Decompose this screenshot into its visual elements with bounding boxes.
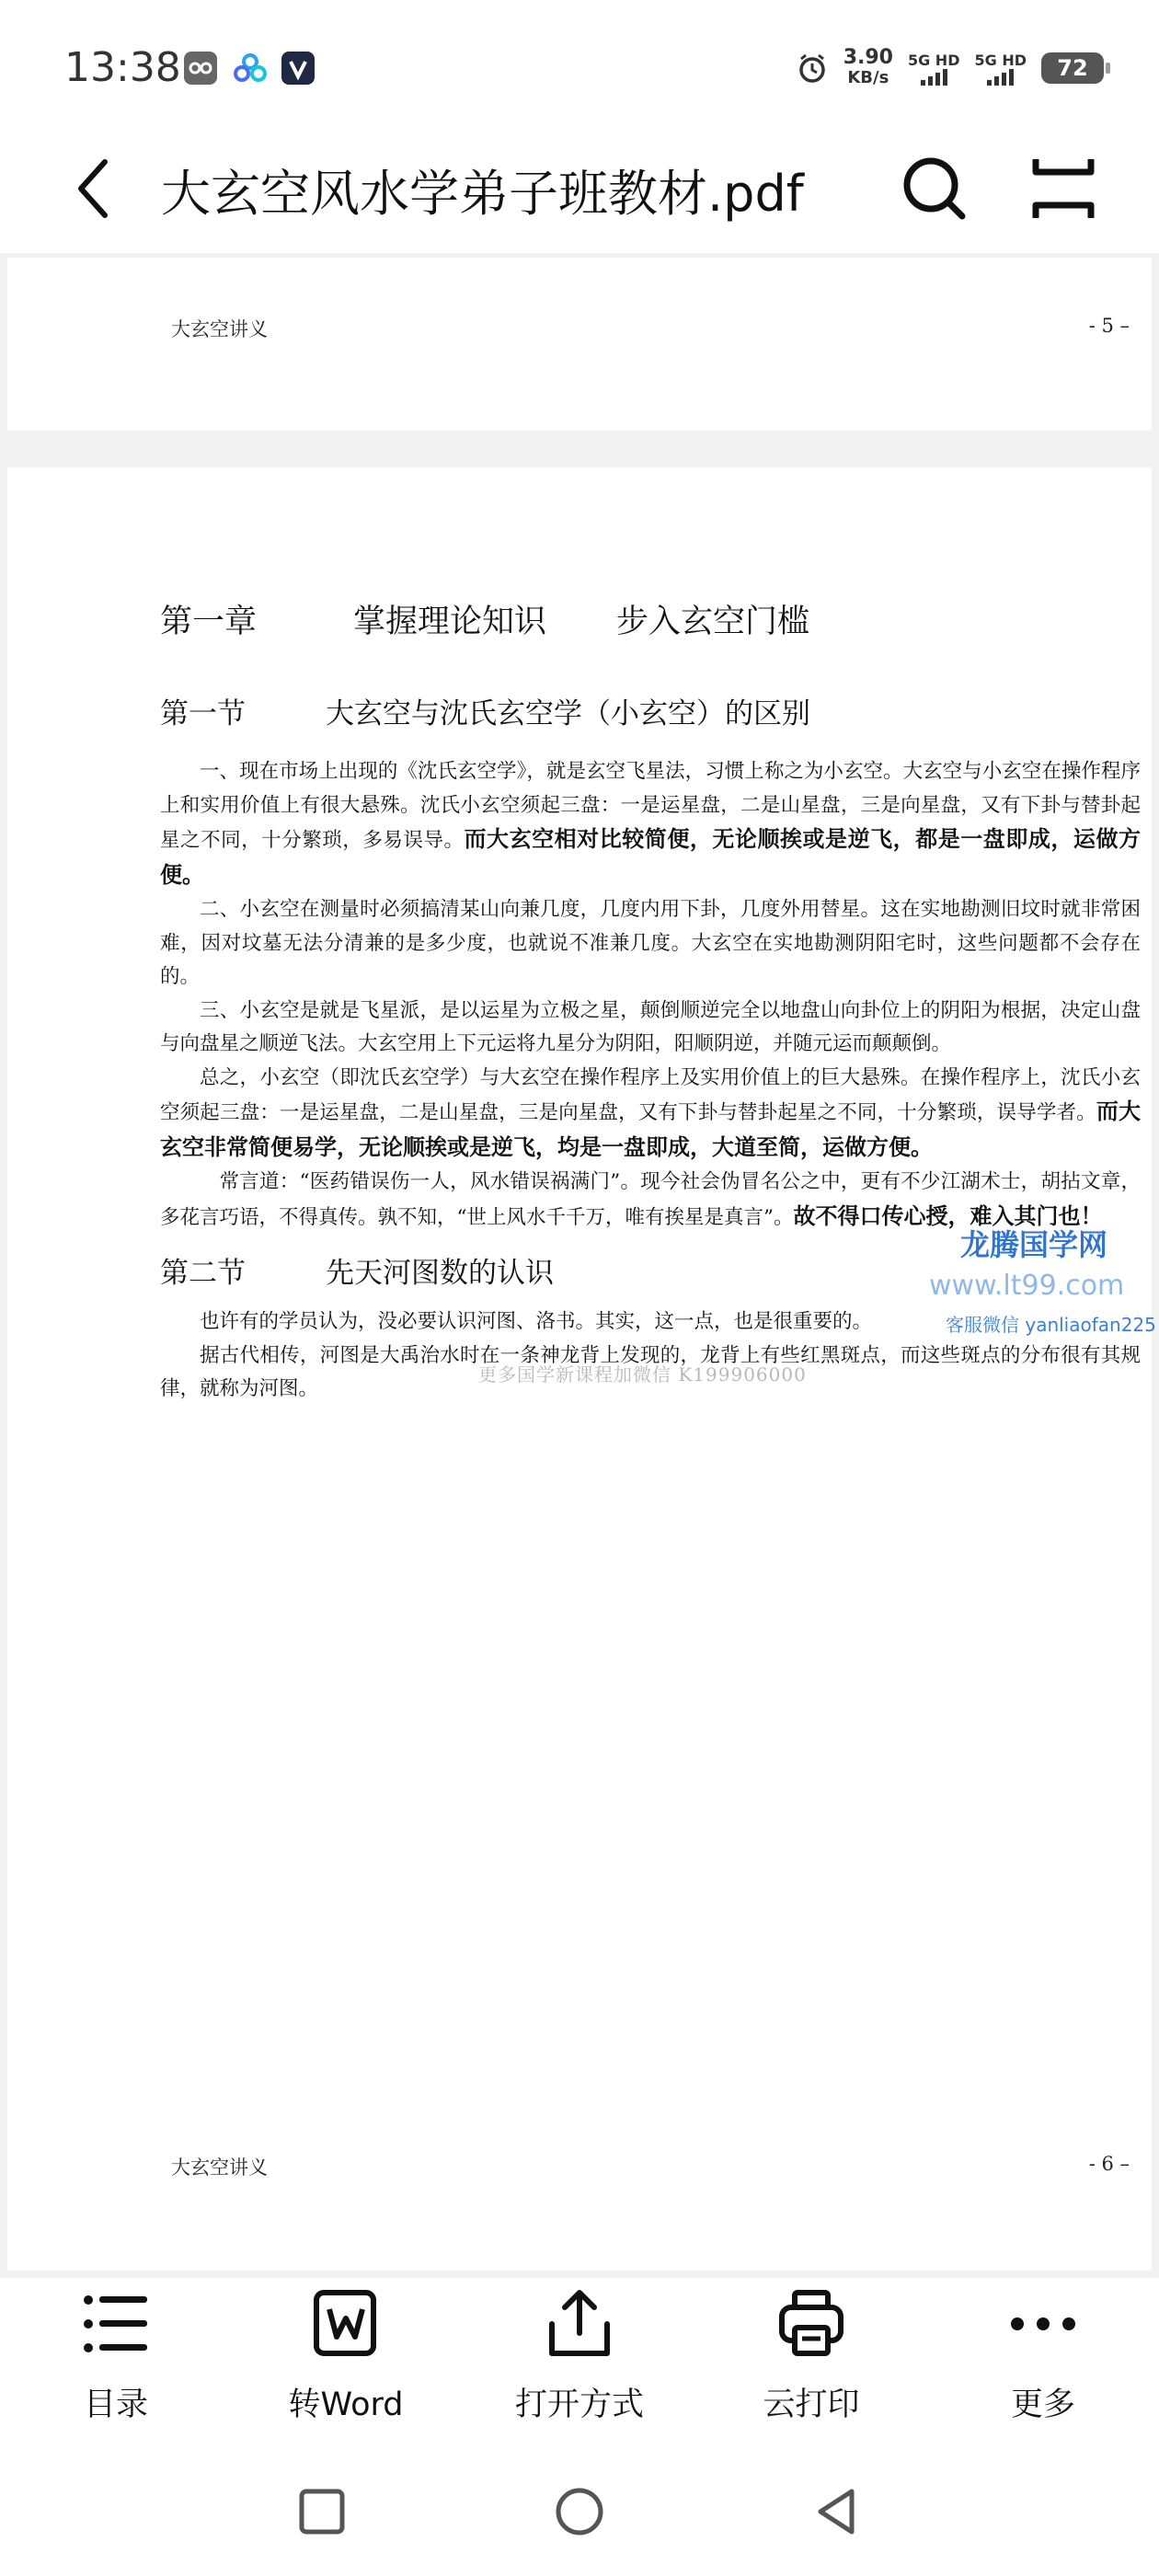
paragraph-text: 也许有的学员认为，没必要认识河图、洛书。其实，这一点，也是很重要的。 xyxy=(200,1310,873,1333)
home-button[interactable] xyxy=(552,2484,607,2539)
pdf-page-5 xyxy=(7,258,1152,431)
speed-unit: KB/s xyxy=(847,68,889,87)
share-icon xyxy=(543,2289,616,2359)
signal-bars-icon xyxy=(921,69,947,86)
square-icon xyxy=(294,2484,350,2539)
paragraph xyxy=(160,755,1141,893)
chapter-title-part2: 步入玄空门槛 xyxy=(616,604,810,640)
status-indicators xyxy=(796,40,1104,96)
paragraph xyxy=(160,995,1141,1062)
signal-sim1 xyxy=(908,52,960,86)
sim2-label: 5G HD xyxy=(974,51,1027,69)
chapter-label: 第一章 xyxy=(160,604,258,640)
app-notification-icon xyxy=(184,52,217,85)
list-icon xyxy=(79,2289,153,2359)
watermark-site: www.lt99.com xyxy=(929,1270,1125,1302)
page-number: - 6 – xyxy=(1088,2153,1130,2175)
paragraph-text: 二、小玄空在测量时必须搞清某山向兼几度，几度内用下卦，几度外用替星。这在实地勘测旧坟时就非常困难，因对坟墓无法分清兼的是多少度，也就说不准兼几度。大玄空在实地勘测阴阳宅时，这些问题都不会存在的。 xyxy=(160,898,1141,988)
page-number: - 5 – xyxy=(1088,315,1130,337)
collapse-button[interactable] xyxy=(1027,152,1100,225)
watermark-brand: 龙腾国学网 xyxy=(960,1227,1108,1262)
section-title: 先天河图数的认识 xyxy=(326,1257,554,1290)
paragraph-text: 总之，小玄空（即沈氏玄空学）与大玄空在操作程序上及实用价值上的巨大悬殊。在操作程序上，沈氏小玄空须起三盘：一是运星盘，二是山星盘，三是向星盘，又有下卦与替卦起星之不同，十分繁琐，误导学者。 xyxy=(160,1065,1141,1124)
triangle-back-icon xyxy=(809,2484,865,2539)
section-title: 大玄空与沈氏玄空学（小玄空）的区别 xyxy=(326,697,810,730)
cloud-print-button[interactable] xyxy=(719,2289,903,2427)
speed-value: 3.90 xyxy=(843,46,893,69)
network-speed xyxy=(843,48,893,88)
more-dots-icon xyxy=(1006,2289,1080,2359)
open-with-button[interactable] xyxy=(488,2289,671,2427)
watermark-wechat: 客服微信 yanliaofan225 xyxy=(946,1314,1156,1336)
paragraph-text: 一、现在市场上出现的《沈氏玄空学》，就是玄空飞星法，习惯上称之为小玄空。大玄空与小玄空在操作程序上和实用价值上有很大悬殊。沈氏小玄空须起三盘：一是运星盘，二是山星盘，三是向星盘，又有下卦与替卦起星之不同，十分繁琐，多易误导。 xyxy=(160,760,1141,852)
chapter-heading xyxy=(160,596,1141,642)
paragraph-text: 三、小玄空是就是飞星派，是以运星为立极之星，颠倒顺逆完全以地盘山向卦位上的阴阳为根据，决定山盘与向盘星之顺逆飞法。大玄空用上下元运将九星分为阴阳，阳顺阴逆，并随元运而颠颠倒。 xyxy=(160,998,1141,1055)
toc-label: 目录 xyxy=(83,2386,148,2423)
paragraph-text: 常言道：“医药错误伤一人，风水错误祸满门”。现今社会伪冒名公之中，更有不少江湖术士，胡拈文章，多花言巧语，不得真传。孰不知，“世上风水千千万，唯有挨星是真言”。 xyxy=(160,1170,1141,1229)
search-icon xyxy=(898,152,971,225)
back-button[interactable] xyxy=(74,156,110,221)
sim1-label: 5G HD xyxy=(907,51,960,69)
paragraph-bold-text: 而大玄空非常简便易学，无论顺挨或是逆飞，均是一盘即成，大道至简，运做方便。 xyxy=(160,1098,1141,1160)
toc-button[interactable] xyxy=(24,2289,208,2427)
battery-icon xyxy=(1041,52,1104,84)
search-button[interactable] xyxy=(898,152,971,225)
section-label: 第二节 xyxy=(160,1257,246,1290)
word-label: 转Word xyxy=(288,2386,404,2423)
battery-level: 72 xyxy=(1057,55,1088,81)
more-label: 更多 xyxy=(1010,2386,1075,2423)
paragraph-bold-text: 故不得口传心授，难入其门也！ xyxy=(793,1202,1103,1229)
section-label: 第一节 xyxy=(160,697,246,730)
circle-icon xyxy=(552,2484,607,2539)
paragraph-bold-text: 而大玄空相对比较简便，无论顺挨或是逆飞，都是一盘即成，运做方便。 xyxy=(160,825,1141,888)
cloud-print-label: 云打印 xyxy=(763,2386,860,2423)
word-file-icon xyxy=(309,2289,383,2359)
signal-bars-icon xyxy=(987,69,1014,86)
printer-icon xyxy=(775,2289,848,2359)
chapter-title-part1: 掌握理论知识 xyxy=(353,604,547,640)
vpn-app-icon xyxy=(281,52,315,85)
convert-word-button[interactable] xyxy=(254,2289,438,2427)
page-footer-title: 大玄空讲义 xyxy=(171,2156,268,2179)
more-button[interactable] xyxy=(951,2289,1135,2427)
back-nav-button[interactable] xyxy=(809,2484,865,2539)
open-with-label: 打开方式 xyxy=(514,2386,644,2423)
section-heading xyxy=(160,690,1141,731)
watermark-notice: 更多国学新课程加微信 K199906000 xyxy=(478,1363,807,1386)
collapse-icon xyxy=(1027,152,1100,225)
paragraph xyxy=(160,893,1141,995)
page-header-title: 大玄空讲义 xyxy=(171,318,268,340)
paragraph xyxy=(160,1062,1141,1167)
status-time: 13:38 xyxy=(64,44,181,91)
paragraph-text: 据古代相传，河图是大禹治水时在一条神龙背上发现的，龙背上有些红黑斑点，而这些斑点的分布很有其规律，就称为河图。 xyxy=(160,1343,1141,1400)
cloud-app-icon xyxy=(232,52,265,85)
document-title: 大玄空风水学弟子班教材.pdf xyxy=(161,165,804,223)
recent-apps-button[interactable] xyxy=(294,2484,350,2539)
chevron-left-icon xyxy=(74,156,110,221)
signal-sim2 xyxy=(974,52,1027,86)
alarm-icon xyxy=(796,52,829,85)
